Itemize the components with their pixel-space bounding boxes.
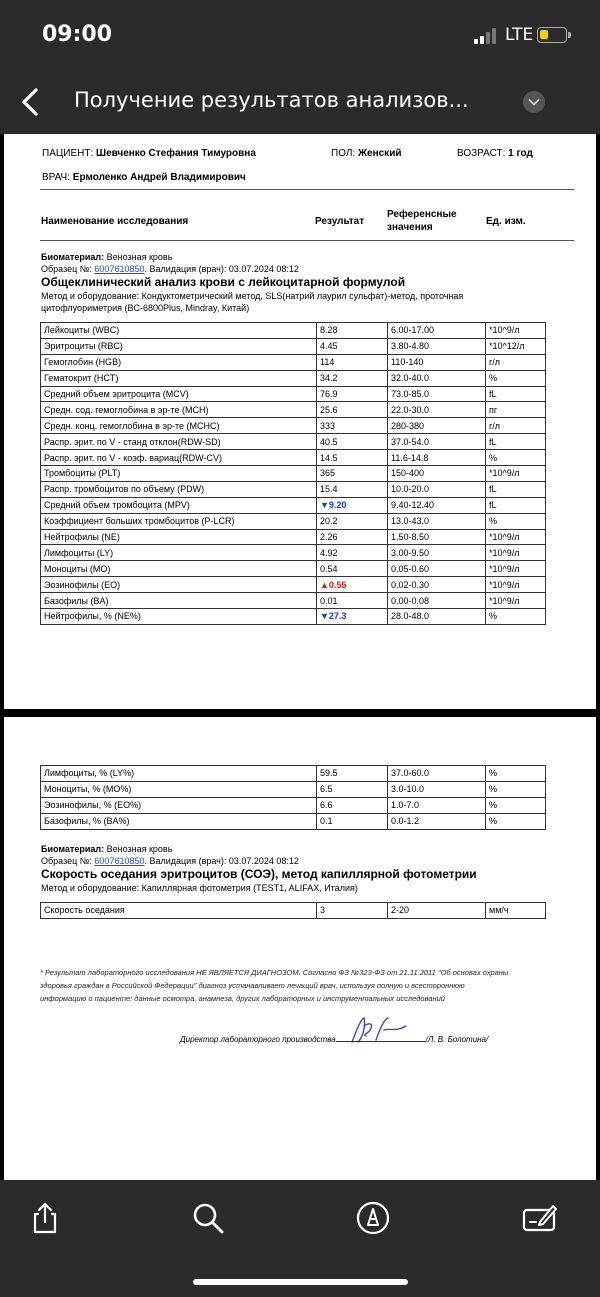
table-cell: %	[486, 450, 546, 466]
table-cell: 2.26	[317, 529, 388, 545]
bottom-toolbar	[0, 1180, 600, 1297]
sample-link[interactable]: 6007610850	[94, 264, 145, 274]
table-cell: 0.00-0.08	[388, 593, 486, 609]
table-cell: ▲0.55	[317, 577, 388, 593]
table-row	[41, 466, 546, 482]
table-cell: Средний объем тромбоцита (MPV)	[41, 497, 317, 513]
table-cell: Эритроциты (RBC)	[41, 338, 317, 354]
page-gap	[0, 709, 600, 717]
table-cell: %	[486, 370, 546, 386]
bio-value: Венозная кровь	[106, 844, 173, 854]
table-cell: %	[486, 813, 546, 829]
table-cell: %	[486, 797, 546, 813]
table-cell: 40.5	[317, 434, 388, 450]
document-page-1	[4, 134, 596, 709]
table-cell: 0.0-1.2	[388, 813, 486, 829]
table-row	[41, 497, 546, 513]
table-cell: 150-400	[388, 466, 486, 482]
table-row	[41, 450, 546, 466]
table-row	[41, 338, 546, 354]
table-cell: *10^9/л	[486, 466, 546, 482]
table-cell: 0.1	[317, 813, 388, 829]
network-label: LTE	[505, 25, 534, 45]
table-cell: *10^9/л	[486, 323, 546, 339]
table-cell: 0.54	[317, 561, 388, 577]
table-row	[41, 593, 546, 609]
table-row	[41, 418, 546, 434]
table-cell: 25.6	[317, 402, 388, 418]
columns-divider	[40, 240, 574, 241]
edit-form-icon[interactable]	[522, 1200, 558, 1236]
patient-name: Шевченко Стефания Тимуровна	[96, 148, 256, 159]
table-row	[41, 903, 546, 919]
table-cell: fL	[486, 481, 546, 497]
table-cell: 6.5	[317, 781, 388, 797]
table-cell: %	[486, 766, 546, 782]
table-cell: 280-380	[388, 418, 486, 434]
table-cell: 11.6-14.8	[388, 450, 486, 466]
col-ref-header-2: значения	[387, 222, 433, 233]
table-cell: 73.0-85.0	[388, 386, 486, 402]
table-cell: 34.2	[317, 370, 388, 386]
table-row	[41, 434, 546, 450]
table-cell: 28.0-48.0	[388, 609, 486, 625]
table-cell: 1.0-7.0	[388, 797, 486, 813]
table-row	[41, 370, 546, 386]
method-text-2: цитофлуориметрия (BC-6800Plus, Mindray, Китай)	[41, 303, 250, 313]
table-cell: Моноциты (MO)	[41, 561, 317, 577]
home-indicator[interactable]	[193, 1279, 408, 1285]
table-cell: пг	[486, 402, 546, 418]
table-cell: 110-140	[388, 354, 486, 370]
table-cell: ▼27.3	[317, 609, 388, 625]
table-row	[41, 545, 546, 561]
table-cell: 3.80-4.80	[388, 338, 486, 354]
table-cell: 22.0-30.0	[388, 402, 486, 418]
sample-link[interactable]: 6007610850	[94, 856, 145, 866]
table-cell: Гемоглобин (HGB)	[41, 354, 317, 370]
table-cell: Средн. конц. гемоглобина в эр-те (MCHC)	[41, 418, 317, 434]
table-cell: Скорость оседания	[41, 903, 317, 919]
col-name-header: Наименование исследования	[41, 216, 189, 227]
age-value: 1 год	[508, 148, 533, 159]
table-cell: *10^9/л	[486, 561, 546, 577]
director-name: /Л. В. Болотина/	[425, 1035, 489, 1044]
table-cell: 114	[317, 354, 388, 370]
method-text: Метод и оборудование: Капиллярная фотометрия (TEST1, ALIFAX, Италия)	[41, 883, 358, 893]
table-cell: %	[486, 781, 546, 797]
table-cell: 76.9	[317, 386, 388, 402]
disclaimer-line-2: здоровья граждан в Российской Федерации" диагноз устанавливает лечащий врач, используя полную и всестороннюю	[40, 981, 465, 990]
table-cell: Лимфоциты (LY)	[41, 545, 317, 561]
method-text-1: Метод и оборудование: Кондуктометрический метод, SLS(натрий лаурил сульфат)-метод, проточная	[41, 291, 464, 301]
disclaimer	[40, 966, 540, 1005]
flag-low-icon: ▼	[320, 611, 329, 622]
table-cell: 20.2	[317, 513, 388, 529]
table-cell: Распр. эрит. по V - коэф. вариац(RDW-CV)	[41, 450, 317, 466]
table-cell: Эозинофилы (EO)	[41, 577, 317, 593]
table-cell: 13.0-43.0	[388, 513, 486, 529]
table-cell: г/л	[486, 418, 546, 434]
table-cell: Лейкоциты (WBC)	[41, 323, 317, 339]
table-row	[41, 386, 546, 402]
results-table-cbc	[40, 322, 546, 625]
table-cell: 333	[317, 418, 388, 434]
table-cell: Средн. сод. гемоглобина в эр-те (MCH)	[41, 402, 317, 418]
table-cell: Эозинофилы, % (EO%)	[41, 797, 317, 813]
table-cell: 6.6	[317, 797, 388, 813]
col-ref-header-1: Референсные	[387, 209, 457, 220]
table-cell: Гематокрит (HCT)	[41, 370, 317, 386]
header-divider	[40, 189, 574, 190]
bio-value: Венозная кровь	[106, 252, 173, 262]
section-title-cbc: Общеклинический анализ крови с лейкоцитарной формулой	[41, 275, 406, 289]
table-row	[41, 354, 546, 370]
results-table-esr	[40, 902, 546, 919]
section-title-esr: Скорость оседания эритроцитов (СОЭ), метод капиллярной фотометрии	[41, 867, 477, 881]
battery-tip	[568, 32, 571, 38]
table-cell: ▼9.20	[317, 497, 388, 513]
section-cbc-info	[41, 251, 463, 314]
table-cell: 2-20	[388, 903, 486, 919]
table-row	[41, 402, 546, 418]
doctor-row	[42, 172, 246, 183]
table-cell: fL	[486, 497, 546, 513]
doctor-name: Ермоленко Андрей Владимирович	[72, 172, 246, 183]
table-cell: Лимфоциты, % (LY%)	[41, 766, 317, 782]
table-cell: *10^9/л	[486, 593, 546, 609]
table-cell: *10^9/л	[486, 529, 546, 545]
age-row	[457, 148, 533, 159]
sample-label: Образец №:	[41, 264, 92, 274]
validation-text: . Валидация (врач): 03.07.2024 08:12	[144, 264, 299, 274]
table-cell: Нейтрофилы, % (NE%)	[41, 609, 317, 625]
patient-label: ПАЦИЕНТ:	[42, 148, 94, 159]
table-row	[41, 529, 546, 545]
table-cell: Нейтрофилы (NE)	[41, 529, 317, 545]
table-cell: Распр. эрит. по V - станд отклон(RDW-SD)	[41, 434, 317, 450]
sex-label: ПОЛ:	[331, 148, 356, 159]
sex-value: Женский	[357, 148, 402, 159]
table-cell: %	[486, 513, 546, 529]
sex-row	[331, 148, 402, 159]
table-row	[41, 766, 546, 782]
table-row	[41, 481, 546, 497]
search-icon[interactable]	[190, 1200, 226, 1236]
table-cell: 3.00-9.50	[388, 545, 486, 561]
battery-icon	[537, 27, 567, 43]
table-row	[41, 797, 546, 813]
table-cell: Коэффициент больших тромбоцитов (P-LCR)	[41, 513, 317, 529]
patient-row	[42, 148, 256, 159]
table-row	[41, 813, 546, 829]
table-row	[41, 323, 546, 339]
table-cell: *10^9/л	[486, 545, 546, 561]
table-cell: 0.01	[317, 593, 388, 609]
table-cell: 3.0-10.0	[388, 781, 486, 797]
status-time: 09:00	[42, 22, 113, 47]
table-cell: 4.45	[317, 338, 388, 354]
age-label: ВОЗРАСТ:	[457, 148, 506, 159]
table-cell: Средний объем эритроцита (MCV)	[41, 386, 317, 402]
table-row	[41, 513, 546, 529]
document-page-2	[4, 717, 596, 1180]
table-cell: г/л	[486, 354, 546, 370]
chevron-down-icon[interactable]	[523, 91, 545, 113]
flag-low-icon: ▼	[320, 500, 329, 511]
nav-title: Получение результатов анализов...	[74, 88, 469, 112]
signal-icon	[474, 28, 500, 44]
share-icon[interactable]	[27, 1200, 63, 1236]
results-table-percent	[40, 765, 546, 830]
table-cell: 59.5	[317, 766, 388, 782]
table-cell: 4.92	[317, 545, 388, 561]
table-row	[41, 609, 546, 625]
disclaimer-line-1: * Результат лабораторного исследования НЕ ЯВЛЯЕТСЯ ДИАГНОЗОМ. Согласно ФЗ №323-ФЗ от 21.11.2011 "Об основах охраны	[40, 968, 509, 977]
back-chevron-icon[interactable]	[16, 84, 46, 120]
col-result-header: Результат	[315, 216, 365, 227]
table-cell: Базофилы (BA)	[41, 593, 317, 609]
table-cell: 37.0-54.0	[388, 434, 486, 450]
table-cell: fL	[486, 434, 546, 450]
table-cell: 0.05-0.60	[388, 561, 486, 577]
table-cell: 1.50-8.50	[388, 529, 486, 545]
table-cell: 10.0-20.0	[388, 481, 486, 497]
nav-bar	[0, 70, 600, 134]
table-cell: 3	[317, 903, 388, 919]
col-unit-header: Ед. изм.	[486, 216, 526, 227]
director-signature-line	[180, 1035, 488, 1044]
table-cell: 37.0-60.0	[388, 766, 486, 782]
table-cell: *10^12/л	[486, 338, 546, 354]
table-cell: 365	[317, 466, 388, 482]
table-cell: 14.5	[317, 450, 388, 466]
table-cell: мм/ч	[486, 903, 546, 919]
disclaimer-line-3: информацию о пациенте: данные осмотра, анамнеза, других лабораторных и инструментальных исследований	[40, 994, 445, 1003]
table-cell: Базофилы, % (BA%)	[41, 813, 317, 829]
table-cell: Тромбоциты (PLT)	[41, 466, 317, 482]
section-esr-info	[41, 843, 477, 894]
table-cell: 9.40-12.40	[388, 497, 486, 513]
bio-label: Биоматериал:	[41, 844, 105, 854]
sample-label: Образец №:	[41, 856, 92, 866]
table-cell: 15.4	[317, 481, 388, 497]
table-cell: 32.0-40.0	[388, 370, 486, 386]
doctor-label: ВРАЧ:	[42, 172, 71, 183]
markup-pen-icon[interactable]	[355, 1200, 391, 1236]
status-bar	[0, 0, 600, 70]
table-row	[41, 561, 546, 577]
table-row	[41, 577, 546, 593]
table-cell: 8.28	[317, 323, 388, 339]
flag-high-icon: ▲	[320, 579, 329, 590]
table-cell: 6.00-17.00	[388, 323, 486, 339]
table-cell: Моноциты, % (MO%)	[41, 781, 317, 797]
table-cell: Распр. тромбоцитов по объему (PDW)	[41, 481, 317, 497]
bio-label: Биоматериал:	[41, 252, 105, 262]
table-cell: %	[486, 609, 546, 625]
table-cell: *10^9/л	[486, 577, 546, 593]
director-label: Директор лабораторного производства	[180, 1035, 336, 1044]
table-cell: fL	[486, 386, 546, 402]
validation-text: . Валидация (врач): 03.07.2024 08:12	[144, 856, 299, 866]
table-cell: 0.02-0.30	[388, 577, 486, 593]
table-row	[41, 781, 546, 797]
